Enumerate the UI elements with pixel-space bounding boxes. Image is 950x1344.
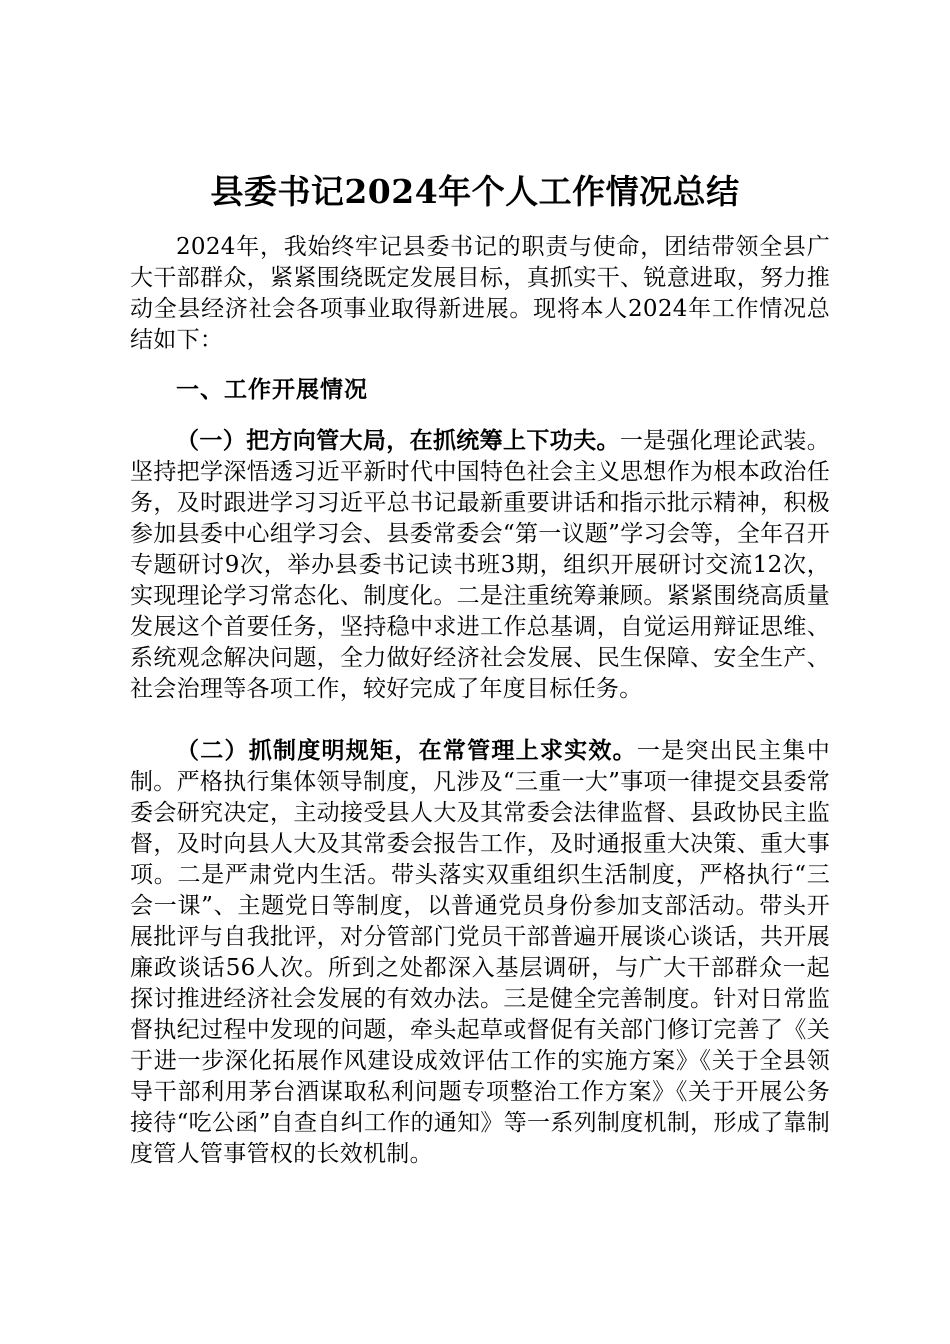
paragraph-2-body: 一是突出民主集中制。严格执行集体领导制度，凡涉及“三重一大”事项一律提交县委常委会研究决定，主动接受县人大及其常委会法律监督、县政协民主监督，及时向县人大及其常委会报告工作，及时通报重大决策、重大事项。二是严肃党内生活。带头落实双重组织生活制度，严格执行“三会一课”、主题党日等制度，以普通党员身份参加支部活动。带头开展批评与自我批评，对分管部门党员干部普遍开展谈心谈话，共开展廉政谈话56人次。所到之处都深入基层调研，与广大干部群众一起探讨推进经济社会发展的有效办法。三是健全完善制度。针对日常监督执纪过程中发现的问题，牵头起草或督促有关部门修订完善了《关于进一步深化拓展作风建设成效评估工作的实施方案》《关于全县领导干部利用茅台酒谋取私利问题专项整治工作方案》《关于开展公务接待“吃公函”自查自纠工作的通知》等一系列制度机制，形成了靠制度管人管事管权的长效机制。 (130, 738, 830, 1167)
paragraph-2-lead: （二）抓制度明规矩，在常管理上求实效。 (176, 738, 637, 764)
section-heading: 一、工作开展情况 (176, 377, 368, 403)
paragraph-1-body: 一是强化理论武装。坚持把学深悟透习近平新时代中国特色社会主义思想作为根本政治任务，及时跟进学习习近平总书记最新重要讲话和指示批示精神，积极参加县委中心组学习会、县委常委会“第一议题”学习会等，全年召开专题研讨9次，举办县委书记读书班3期，组织开展研讨交流12次，实现理论学习常态化、制度化。二是注重统筹兼顾。紧紧围绕高质量发展这个首要任务，坚持稳中求进工作总基调，自觉运用辩证思维、系统观念解决问题，全力做好经济社会发展、民生保障、安全生产、社会治理等各项工作，较好完成了年度目标任务。 (130, 428, 831, 702)
paragraph-2 (130, 736, 830, 1170)
document-title: 县委书记2024年个人工作情况总结 (210, 172, 740, 211)
paragraph-1-lead: （一）把方向管大局，在抓统筹上下功夫。 (176, 428, 620, 454)
intro-paragraph: 2024年，我始终牢记县委书记的职责与使命，团结带领全县广大干部群众，紧紧围绕既定发展目标，真抓实干、锐意进取，努力推动全县经济社会各项事业取得新进展。现将本人2024年工作情况总结如下： (130, 234, 830, 353)
paragraph-1 (130, 426, 830, 705)
